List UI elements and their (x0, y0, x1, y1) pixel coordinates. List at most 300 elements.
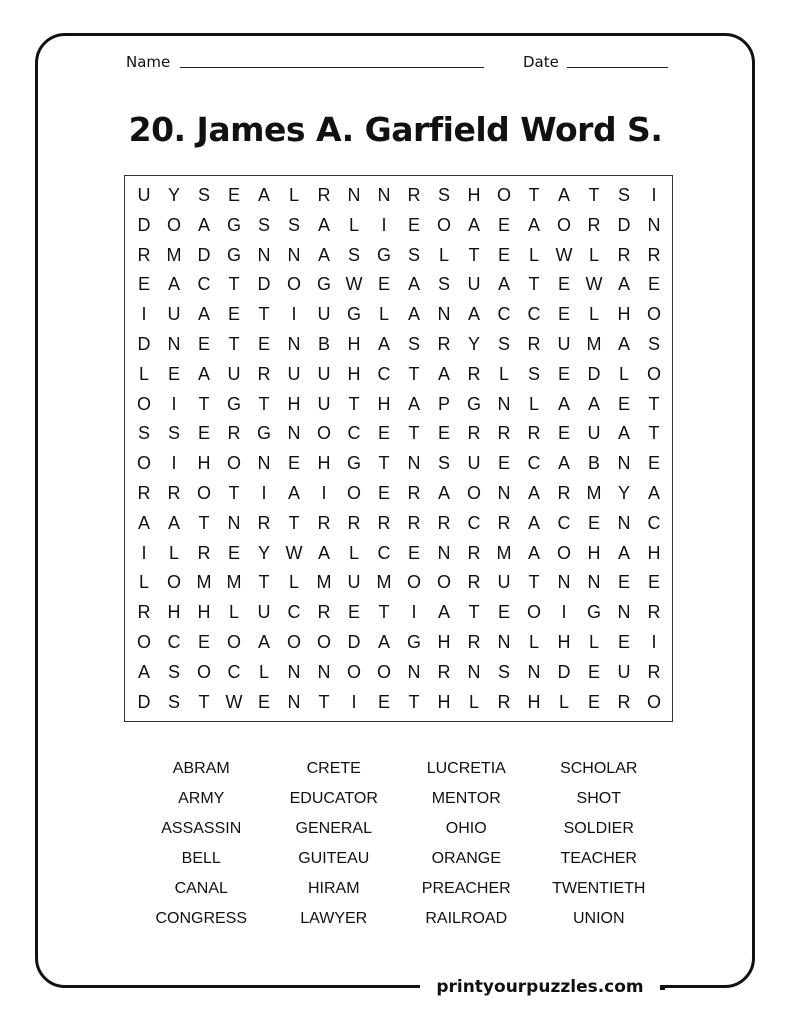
grid-cell: C (197, 274, 211, 295)
grid-cell: D (197, 244, 211, 265)
grid-cell: S (167, 661, 180, 682)
grid-cell: H (317, 453, 331, 474)
grid-cell: E (647, 453, 660, 474)
grid-cell: T (528, 572, 540, 593)
grid-cell: G (346, 304, 361, 325)
grid-cell: R (167, 482, 181, 503)
grid-cell: U (317, 363, 331, 384)
grid-cell: T (228, 274, 240, 295)
word-list-item: ARMY (178, 790, 225, 807)
word-list-item: TEACHER (560, 850, 637, 867)
grid-cell: O (526, 602, 541, 623)
grid-cell: L (138, 363, 149, 384)
grid-cell: T (228, 333, 240, 354)
grid-cell: N (497, 631, 511, 652)
grid-cell: I (261, 482, 267, 503)
grid-cell: A (437, 602, 450, 623)
grid-cell: L (528, 631, 539, 652)
grid-cell: S (437, 185, 450, 205)
grid-cell: R (317, 512, 331, 533)
grid-cell: R (347, 512, 361, 533)
grid-cell: M (586, 482, 602, 503)
grid-cell: G (406, 631, 421, 652)
grid-cell: E (647, 572, 660, 593)
grid-cell: S (407, 333, 420, 354)
grid-cell: N (257, 453, 271, 474)
grid-cell: A (617, 542, 630, 563)
grid-cell: C (167, 631, 181, 652)
grid-cell: A (197, 304, 210, 325)
grid-cell: L (528, 393, 539, 414)
grid-cell: U (227, 363, 241, 384)
grid-cell: N (527, 661, 541, 682)
grid-cell: A (617, 274, 630, 295)
grid-cell: N (617, 512, 631, 533)
grid-cell: O (646, 304, 661, 325)
grid-cell: U (587, 423, 601, 444)
grid-cell: L (588, 244, 599, 265)
grid-cell: L (288, 572, 299, 593)
grid-cell: I (561, 602, 567, 623)
grid-cell: A (167, 274, 180, 295)
grid-cell: H (587, 542, 601, 563)
grid-cell: O (466, 482, 481, 503)
grid-cell: N (287, 661, 301, 682)
grid-cell: U (137, 185, 151, 205)
word-list-item: UNION (572, 910, 625, 927)
grid-cell: R (527, 423, 541, 444)
grid-cell: N (287, 333, 301, 354)
grid-cell: C (377, 363, 391, 384)
grid-cell: A (317, 244, 330, 265)
word-list-item: PREACHER (421, 880, 511, 897)
grid-cell: R (137, 482, 151, 503)
grid-cell: T (198, 393, 210, 414)
grid-cell: S (437, 274, 450, 295)
grid-cell: I (141, 542, 147, 563)
grid-cell: U (167, 304, 181, 325)
grid-cell: L (228, 602, 239, 623)
grid-cell: W (285, 542, 303, 563)
grid-cell: E (377, 274, 390, 295)
grid-cell: L (138, 572, 149, 593)
grid-cell: P (437, 393, 450, 414)
grid-cell: R (467, 631, 481, 652)
grid-cell: A (437, 363, 450, 384)
word-list-item: HIRAM (307, 880, 360, 897)
grid-cell: D (137, 214, 151, 235)
grid-cell: N (317, 661, 331, 682)
grid-cell: S (347, 244, 360, 265)
grid-cell: R (317, 185, 331, 205)
grid-cell: O (646, 691, 661, 712)
grid-cell: U (317, 393, 331, 414)
grid-cell: T (348, 393, 360, 414)
grid-cell: C (527, 304, 541, 325)
grid-cell: E (557, 423, 570, 444)
grid-cell: D (137, 691, 151, 712)
grid-cell: I (321, 482, 327, 503)
grid-cell: D (347, 631, 361, 652)
grid-cell: L (348, 542, 359, 563)
grid-cell: G (226, 393, 241, 414)
grid-cell: T (528, 185, 540, 205)
grid-cell: O (226, 453, 241, 474)
grid-cell: L (588, 631, 599, 652)
grid-cell: R (527, 333, 541, 354)
grid-cell: S (407, 244, 420, 265)
grid-cell: L (438, 244, 449, 265)
grid-cell: A (407, 304, 420, 325)
grid-cell: B (587, 453, 600, 474)
grid-cell: S (617, 185, 630, 205)
grid-cell: E (197, 423, 210, 444)
grid-cell: G (316, 274, 331, 295)
grid-cell: S (647, 333, 660, 354)
grid-cell: R (257, 363, 271, 384)
grid-cell: D (557, 661, 571, 682)
grid-cell: A (527, 512, 540, 533)
grid-cell: A (557, 453, 570, 474)
grid-cell: M (166, 244, 182, 265)
grid-cell: U (497, 572, 511, 593)
grid-cell: G (226, 244, 241, 265)
date-line (567, 67, 668, 68)
grid-cell: A (617, 423, 630, 444)
grid-cell: M (196, 572, 212, 593)
grid-cell: L (558, 691, 569, 712)
grid-cell: L (378, 304, 389, 325)
word-list-item: EDUCATOR (289, 790, 378, 807)
grid-cell: H (197, 453, 211, 474)
grid-cell: T (198, 691, 210, 712)
grid-cell: L (468, 691, 479, 712)
grid-cell: N (587, 572, 601, 593)
grid-cell: C (227, 661, 241, 682)
grid-cell: I (171, 453, 177, 474)
word-list-item: OHIO (445, 820, 487, 837)
word-list-item: LAWYER (300, 910, 368, 927)
grid-cell: A (197, 363, 210, 384)
grid-cell: E (257, 691, 270, 712)
grid-cell: U (467, 274, 481, 295)
grid-cell: U (557, 333, 571, 354)
grid-cell: D (587, 363, 601, 384)
grid-cell: R (197, 542, 211, 563)
grid-cell: T (468, 602, 480, 623)
grid-cell: N (407, 661, 421, 682)
grid-cell: E (647, 274, 660, 295)
grid-cell: O (496, 185, 511, 205)
grid-cell: E (197, 631, 210, 652)
grid-cell: O (346, 661, 361, 682)
grid-cell: N (287, 423, 301, 444)
grid-cell: M (496, 542, 512, 563)
grid-cell: U (287, 363, 301, 384)
grid-cell: N (647, 214, 661, 235)
grid-cell: W (555, 244, 573, 265)
grid-cell: R (467, 542, 481, 563)
grid-cell: O (136, 453, 151, 474)
grid-cell: H (377, 393, 391, 414)
grid-cell: E (227, 542, 240, 563)
grid-cell: R (317, 602, 331, 623)
grid-cell: S (137, 423, 150, 444)
grid-cell: S (287, 214, 300, 235)
grid-cell: D (137, 333, 151, 354)
grid-cell: I (651, 631, 657, 652)
grid-cell: O (376, 661, 391, 682)
grid-cell: I (171, 393, 177, 414)
page-title: 20. James A. Garfield Word S. (128, 110, 663, 149)
grid-cell: N (557, 572, 571, 593)
grid-cell: T (288, 512, 300, 533)
grid-cell: O (406, 572, 421, 593)
grid-cell: E (557, 304, 570, 325)
grid-cell: E (437, 423, 450, 444)
grid-cell: A (527, 542, 540, 563)
grid-cell: R (437, 661, 451, 682)
grid-cell: A (437, 482, 450, 503)
grid-cell: N (287, 244, 301, 265)
grid-cell: L (168, 542, 179, 563)
grid-cell: R (647, 602, 661, 623)
grid-cell: E (557, 363, 570, 384)
grid-cell: A (407, 393, 420, 414)
grid-cell: S (497, 661, 510, 682)
grid-cell: R (137, 244, 151, 265)
grid-cell: U (347, 572, 361, 593)
grid-cell: O (166, 572, 181, 593)
grid-cell: O (436, 572, 451, 593)
grid-cell: O (166, 214, 181, 235)
grid-cell: N (497, 482, 511, 503)
grid-cell: Y (467, 333, 480, 354)
grid-cell: A (617, 333, 630, 354)
grid-cell: A (497, 274, 510, 295)
grid-cell: T (468, 244, 480, 265)
grid-cell: H (647, 542, 661, 563)
grid-cell: O (556, 214, 571, 235)
grid-cell: O (436, 214, 451, 235)
grid-cell: T (648, 423, 660, 444)
grid-cell: I (291, 304, 297, 325)
grid-cell: C (377, 542, 391, 563)
grid-cell: T (588, 185, 600, 205)
grid-cell: E (197, 333, 210, 354)
grid-cell: I (351, 691, 357, 712)
grid-cell: S (167, 691, 180, 712)
grid-cell: I (381, 214, 387, 235)
grid-cell: H (437, 691, 451, 712)
grid-cell: E (617, 631, 630, 652)
grid-cell: E (167, 363, 180, 384)
word-list-item: GENERAL (295, 820, 372, 837)
grid-cell: A (467, 214, 480, 235)
grid-cell: W (585, 274, 603, 295)
grid-cell: O (316, 423, 331, 444)
grid-cell: R (497, 691, 511, 712)
word-list-item: ORANGE (431, 850, 501, 867)
grid-cell: U (617, 661, 631, 682)
grid-cell: H (167, 602, 181, 623)
grid-cell: L (528, 244, 539, 265)
grid-cell: R (497, 512, 511, 533)
grid-cell: A (467, 304, 480, 325)
grid-cell: L (498, 363, 509, 384)
grid-cell: H (197, 602, 211, 623)
grid-cell: C (647, 512, 661, 533)
grid-cell: E (617, 393, 630, 414)
word-list-item: BELL (181, 850, 221, 867)
grid-cell: L (348, 214, 359, 235)
grid-cell: R (467, 423, 481, 444)
grid-cell: I (651, 185, 657, 205)
grid-cell: A (527, 482, 540, 503)
grid-cell: G (376, 244, 391, 265)
grid-cell: O (286, 274, 301, 295)
grid-cell: N (437, 304, 451, 325)
grid-cell: T (408, 423, 420, 444)
grid-cell: R (617, 691, 631, 712)
grid-cell: O (196, 482, 211, 503)
word-list-item: CRETE (306, 760, 361, 777)
grid-cell: A (587, 393, 600, 414)
grid-cell: A (257, 631, 270, 652)
grid-cell: E (347, 602, 360, 623)
grid-cell: M (226, 572, 242, 593)
grid-cell: S (437, 453, 450, 474)
grid-cell: L (258, 661, 269, 682)
grid-cell: A (557, 185, 570, 205)
grid-cell: O (346, 482, 361, 503)
grid-cell: T (378, 453, 390, 474)
grid-cell: C (467, 512, 481, 533)
grid-cell: O (286, 631, 301, 652)
grid-cell: O (316, 631, 331, 652)
grid-cell: T (258, 304, 270, 325)
grid-cell: B (317, 333, 330, 354)
word-list-item: ABRAM (172, 760, 230, 777)
grid-cell: E (137, 274, 150, 295)
grid-cell: T (528, 274, 540, 295)
footer (0, 976, 791, 1000)
grid-cell: R (497, 423, 511, 444)
word-list-item: LUCRETIA (426, 760, 506, 777)
grid-cell: T (228, 482, 240, 503)
grid-cell: E (497, 244, 510, 265)
grid-cell: N (437, 542, 451, 563)
grid-cell: G (466, 393, 481, 414)
grid-cell: R (377, 512, 391, 533)
grid-cell: T (408, 691, 420, 712)
grid-cell: A (287, 482, 300, 503)
grid-cell: Y (257, 542, 270, 563)
grid-cell: O (136, 393, 151, 414)
grid-cell: G (586, 602, 601, 623)
grid-cell: C (527, 453, 541, 474)
grid-cell: A (257, 185, 270, 205)
grid-cell: H (467, 185, 481, 205)
grid-cell: U (257, 602, 271, 623)
grid-cell: E (227, 185, 240, 205)
grid-cell: N (497, 393, 511, 414)
footer-site-link[interactable]: printyourpuzzles.com (420, 976, 660, 998)
grid-cell: O (646, 363, 661, 384)
grid-cell: C (497, 304, 511, 325)
word-list-item: SOLDIER (563, 820, 634, 837)
grid-cell: O (556, 542, 571, 563)
letter-grid (129, 181, 669, 717)
grid-cell: N (377, 185, 391, 205)
grid-cell: R (257, 512, 271, 533)
grid-cell: N (617, 453, 631, 474)
grid-cell: E (497, 602, 510, 623)
word-list-item: RAILROAD (425, 910, 508, 927)
grid-cell: G (256, 423, 271, 444)
grid-cell: M (316, 572, 332, 593)
grid-cell: T (408, 363, 420, 384)
grid-cell: N (287, 691, 301, 712)
grid-cell: N (167, 333, 181, 354)
grid-cell: S (497, 333, 510, 354)
grid-cell: G (346, 453, 361, 474)
grid-cell: W (225, 691, 243, 712)
word-list-item: TWENTIETH (552, 880, 646, 897)
grid-cell: R (647, 244, 661, 265)
grid-cell: R (437, 333, 451, 354)
grid-cell: E (587, 661, 600, 682)
grid-cell: A (137, 512, 150, 533)
grid-cell: N (617, 602, 631, 623)
grid-cell: H (527, 691, 541, 712)
grid-cell: O (226, 631, 241, 652)
grid-cell: E (377, 423, 390, 444)
grid-cell: R (227, 423, 241, 444)
grid-cell: A (647, 482, 660, 503)
grid-cell: R (467, 572, 481, 593)
grid-cell: Y (617, 482, 630, 503)
grid-cell: R (437, 512, 451, 533)
grid-cell: A (527, 214, 540, 235)
grid-cell: E (497, 214, 510, 235)
grid-cell: A (167, 512, 180, 533)
grid-cell: A (407, 274, 420, 295)
grid-cell: A (557, 393, 570, 414)
grid-cell: T (318, 691, 330, 712)
grid-cell: N (347, 185, 361, 205)
word-list (135, 757, 665, 937)
grid-cell: N (257, 244, 271, 265)
grid-cell: H (617, 304, 631, 325)
grid-cell: E (587, 512, 600, 533)
grid-cell: C (557, 512, 571, 533)
grid-cell: R (647, 661, 661, 682)
word-list-item: CONGRESS (155, 910, 248, 927)
grid-cell: E (407, 542, 420, 563)
grid-cell: N (407, 453, 421, 474)
grid-cell: H (347, 333, 361, 354)
grid-cell: T (198, 512, 210, 533)
name-line (180, 67, 484, 68)
grid-cell: S (527, 363, 540, 384)
grid-cell: L (618, 363, 629, 384)
grid-cell: N (227, 512, 241, 533)
grid-cell: W (345, 274, 363, 295)
grid-cell: E (377, 482, 390, 503)
grid-cell: R (407, 482, 421, 503)
grid-cell: G (226, 214, 241, 235)
